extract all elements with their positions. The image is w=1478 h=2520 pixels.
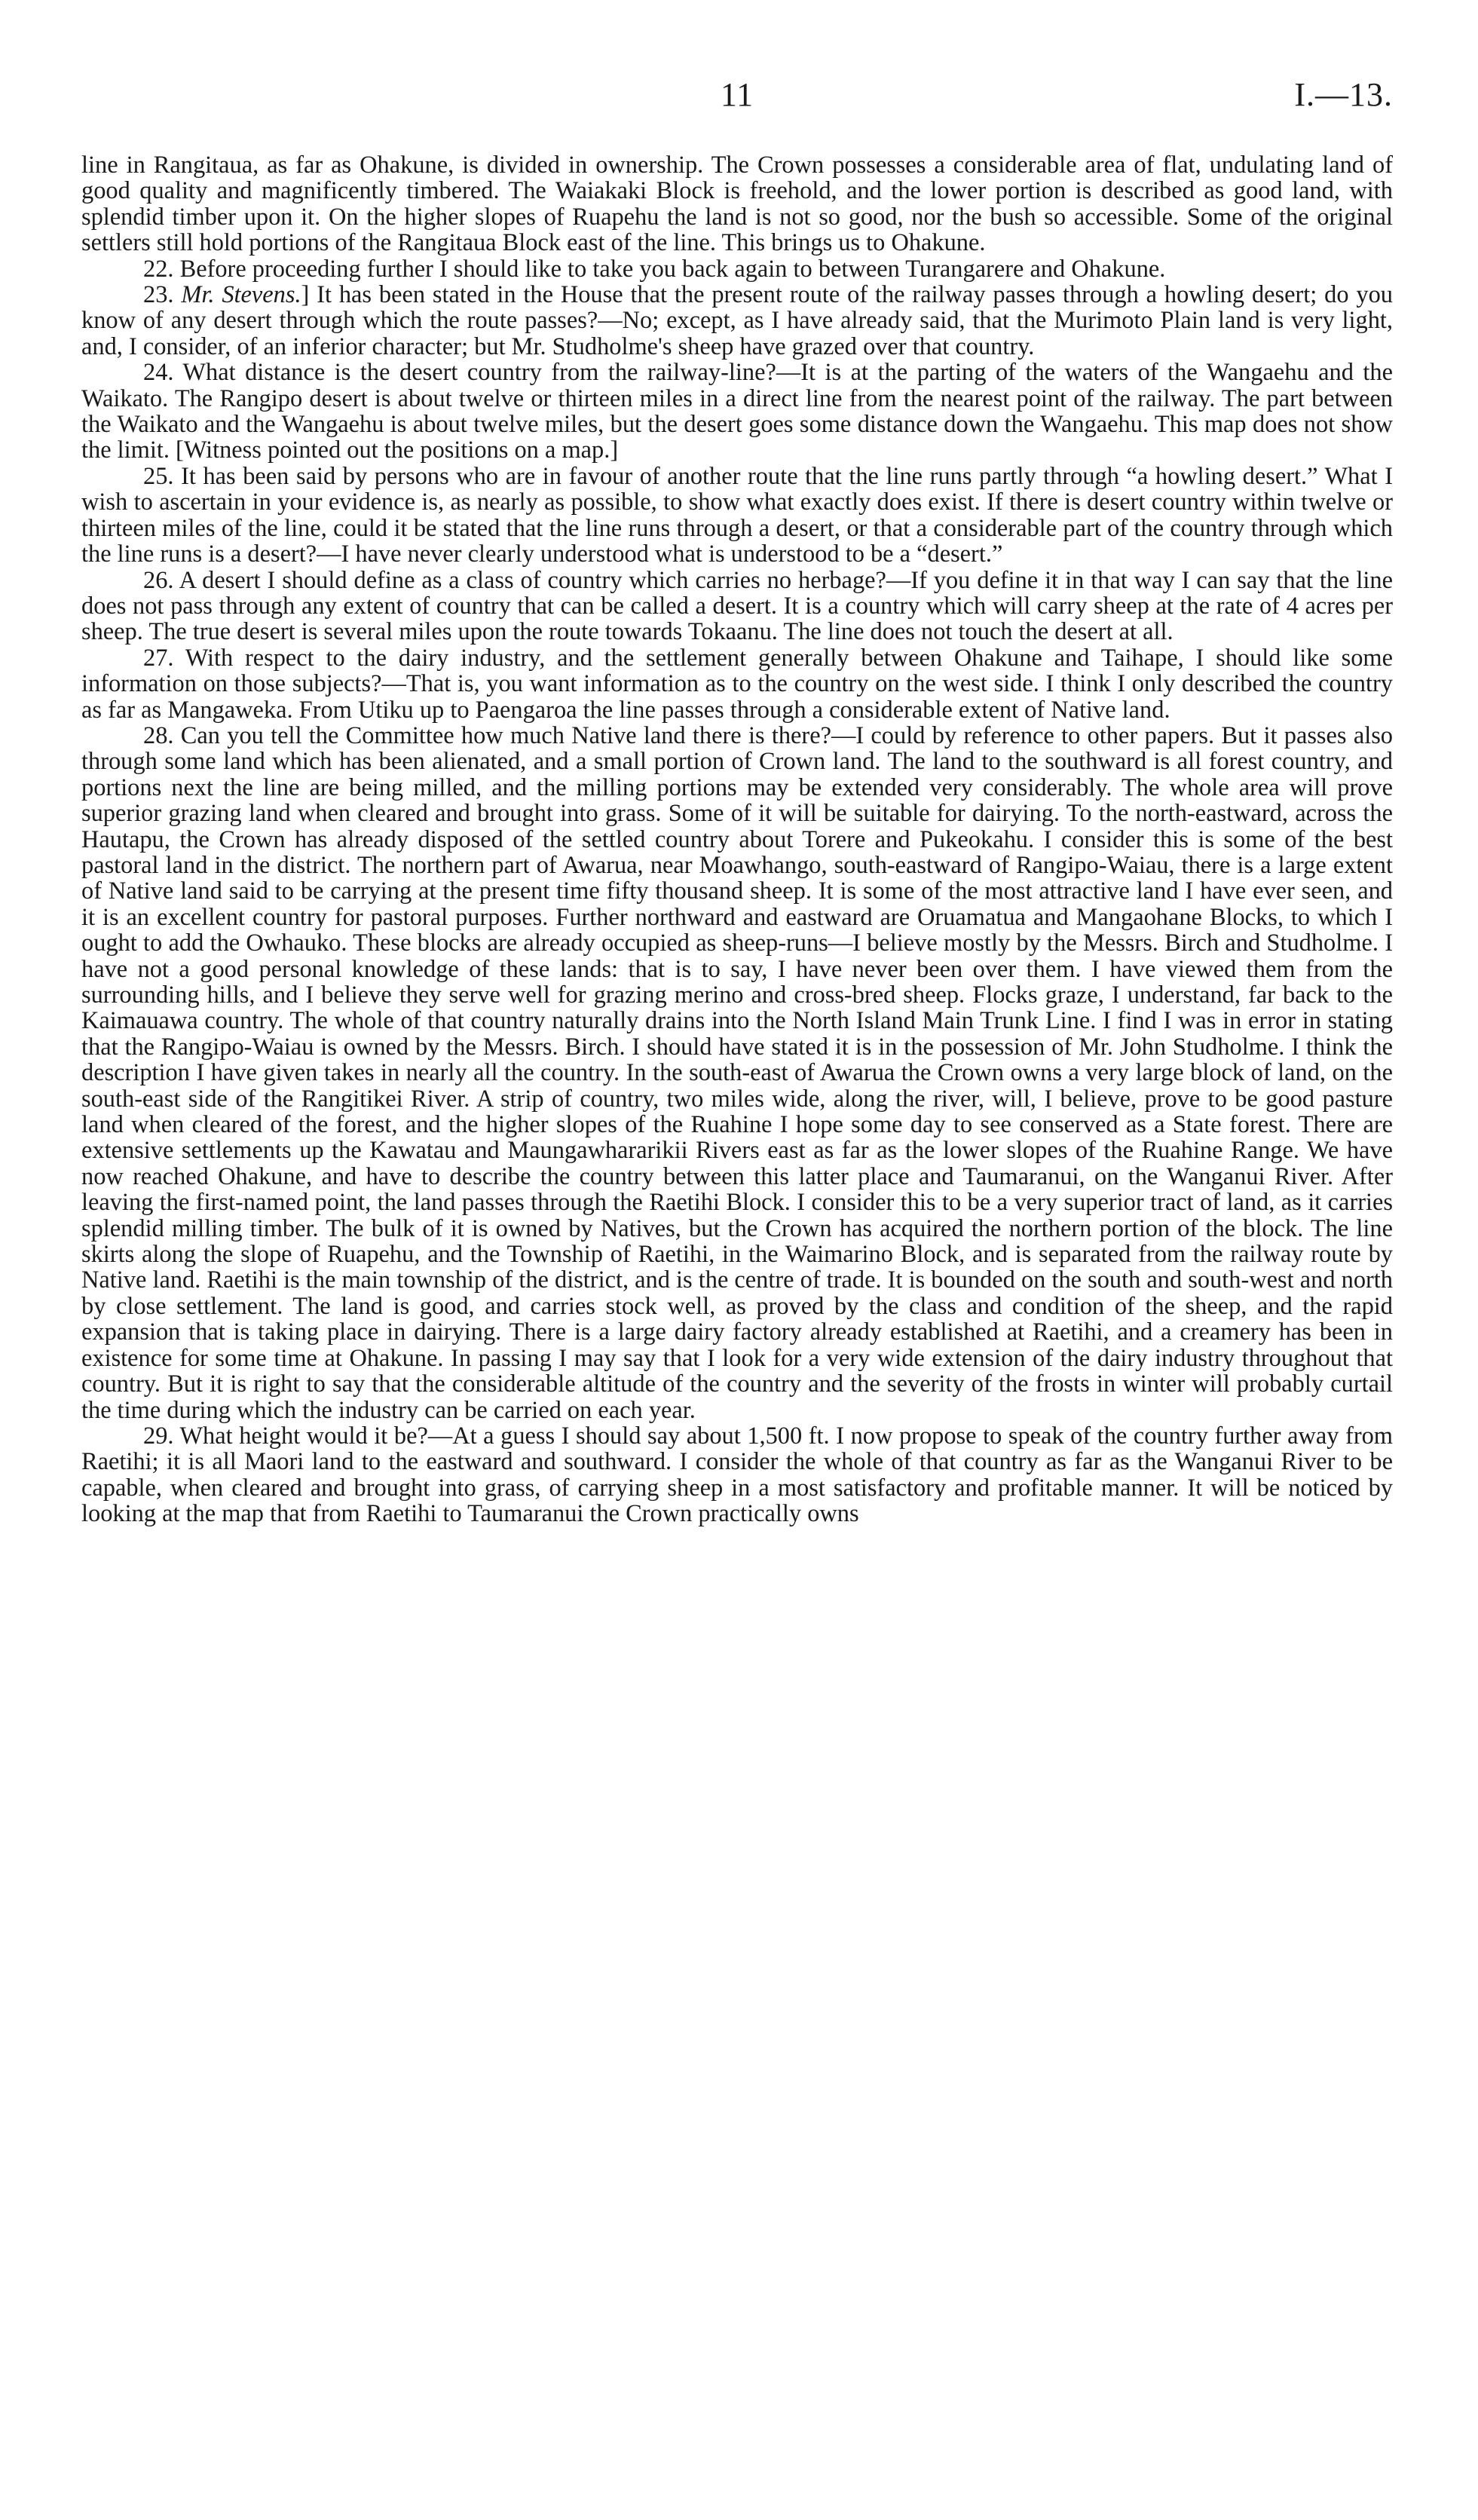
page-number: 11 [720,76,754,113]
paragraph-25: 25. It has been said by persons who are in favour of another route that the line runs partly through “a howling desert.” What I wish to ascertain in your evidence is, as nearly as possible, to show what exactly does exist. If there is desert country within twelve or thirteen miles of the line, could it be stated that the line runs through a desert, or that a considerable part of the country through which the line runs is a desert?—I have never clearly understood what is understood to be a “desert.” [81,462,1393,568]
page-header [81,75,1393,121]
paragraph-27: 27. With respect to the dairy industry, and the settlement generally between Ohakune and Taihape, I should like some information on those subjects?—That is, you want information as to the country on the west side. I think I only described the country as far as Mangaweka. From Utiku up to Paengaroa the line passes through a considerable extent of Native land. [81,644,1393,724]
speaker-name: Mr. Stevens. [181,281,301,309]
paragraph-23-text: ] It has been stated in the House that the present route of the railway passes through a howling desert; do you know of any desert through which the route passes?—No; except, as I have already said, that the Murimoto Plain land is very light, and, I consider, of an inferior character; but Mr. Studholme's sheep have grazed over that country. [81,281,1393,360]
paragraph-22: 22. Before proceeding further I should like to take you back again to between Turangarere and Ohakune. [143,255,1166,283]
paragraph-26: 26. A desert I should define as a class of country which carries no herbage?—If you define it in that way I can say that the line does not pass through any extent of country that can be called a desert. It is a country which will carry sheep at the rate of 4 acres per sheep. The true desert is several miles upon the route towards Tokaanu. The line does not touch the desert at all. [81,566,1393,646]
paragraph-29: 29. What height would it be?—At a guess I should say about 1,500 ft. I now propose to speak of the country further away from Raetihi; it is all Maori land to the eastward and southward. I consider the whole of that country as far as the Wanganui River to be capable, when cleared and brought into grass, of carrying sheep in a most satisfactory and profitable manner. It will be noticed by looking at the map that from Raetihi to Taumaranui the Crown practically owns [81,1422,1393,1528]
paragraph-23 [81,282,1393,360]
paragraph-24: 24. What distance is the desert country from the railway-line?—It is at the parting of the waters of the Wangaehu and the Waikato. The Rangipo desert is about twelve or thirteen miles in a direct line from the nearest point of the railway. The part between the Waikato and the Wangaehu is about twelve miles, but the desert goes some distance down the Wangaehu. This map does not show the limit. [Witness pointed out the positions on a map.] [81,359,1393,464]
paragraph-23-number: 23. [143,281,182,309]
paragraph-continuation: line in Rangitaua, as far as Ohakune, is divided in ownership. The Crown possesses a considerable area of flat, undulating land of good quality and magnificently timbered. The Waiakaki Block is freehold, and the lower portion is described as good land, with splendid timber upon it. On the higher slopes of Ruapehu the land is not so good, nor the bush so accessible. Some of the original settlers still hold portions of the Rangitaua Block east of the line. This brings us to Ohakune. [81,152,1393,257]
body-text [81,152,1393,1527]
document-reference: I.—13. [1294,76,1393,113]
paragraph-28: 28. Can you tell the Committee how much Native land there is there?—I could by reference to other papers. But it passes also through some land which has been alienated, and a small portion of Crown land. The land to the southward is all forest country, and portions next the line are being milled, and the milling portions may be extended very considerably. The whole area will prove superior grazing land when cleared and brought into grass. Some of it will be suitable for dairying. To the north-eastward, across the Hautapu, the Crown has already disposed of the settled country about Torere and Pukeokahu. I consider this is some of the best pastoral land in the district. The northern part of Awarua, near Moawhango, south-eastward of Rangipo-Waiau, there is a large extent of Native land said to be carrying at the present time fifty thousand sheep. It is some of the most attractive land I have ever seen, and it is an excellent country for pastoral purposes. Further northward and eastward are Oruamatua and Mangaohane Blocks, to which I ought to add the Owhauko. These blocks are already occupied as sheep-runs—I believe mostly by the Messrs. Birch and Studholme. I have not a good personal knowledge of these lands: that is to say, I have never been over them. I have viewed them from the surrounding hills, and I believe they serve well for grazing merino and cross-bred sheep. Flocks graze, I understand, far back to the Kaimauawa country. The whole of that country naturally drains into the North Island Main Trunk Line. I find I was in error in stating that the Rangipo-Waiau is owned by the Messrs. Birch. I should have stated it is in the possession of Mr. John Studholme. I think the description I have given takes in nearly all the country. In the south-east of Awarua the Crown owns a very large block of land, on the south-east side of the Rangitikei River. A strip of country, two miles wide, along the river, will, I believe, prove to be good pasture land when cleared of the forest, and the higher slopes of the Ruahine I hope some day to see conserved as a State forest. There are extensive settlements up the Kawatau and Maungawhararikii Rivers east as far as the lower slopes of the Ruahine Range. We have now reached Ohakune, and have to describe the country between this latter place and Taumaranui, on the Wanganui River. After leaving the first-named point, the land passes through the Raetihi Block. I consider this to be a very superior tract of land, as it carries splendid milling timber. The bulk of it is owned by Natives, but the Crown has acquired the northern portion of the block. The line skirts along the slope of Ruapehu, and the Township of Raetihi, in the Waimarino Block, and is separated from the railway route by Native land. Raetihi is the main township of the district, and is the centre of trade. It is bounded on the south and south-west and north by close settlement. The land is good, and carries stock well, as proved by the class and condition of the sheep, and the rapid expansion that is taking place in dairying. There is a large dairy factory already established at Raetihi, and a creamery has been in existence for some time at Ohakune. In passing I may say that I look for a very wide extension of the dairy industry throughout that country. But it is right to say that the considerable altitude of the country and the severity of the frosts in winter will probably curtail the time during which the industry can be carried on each year. [81,721,1393,1424]
